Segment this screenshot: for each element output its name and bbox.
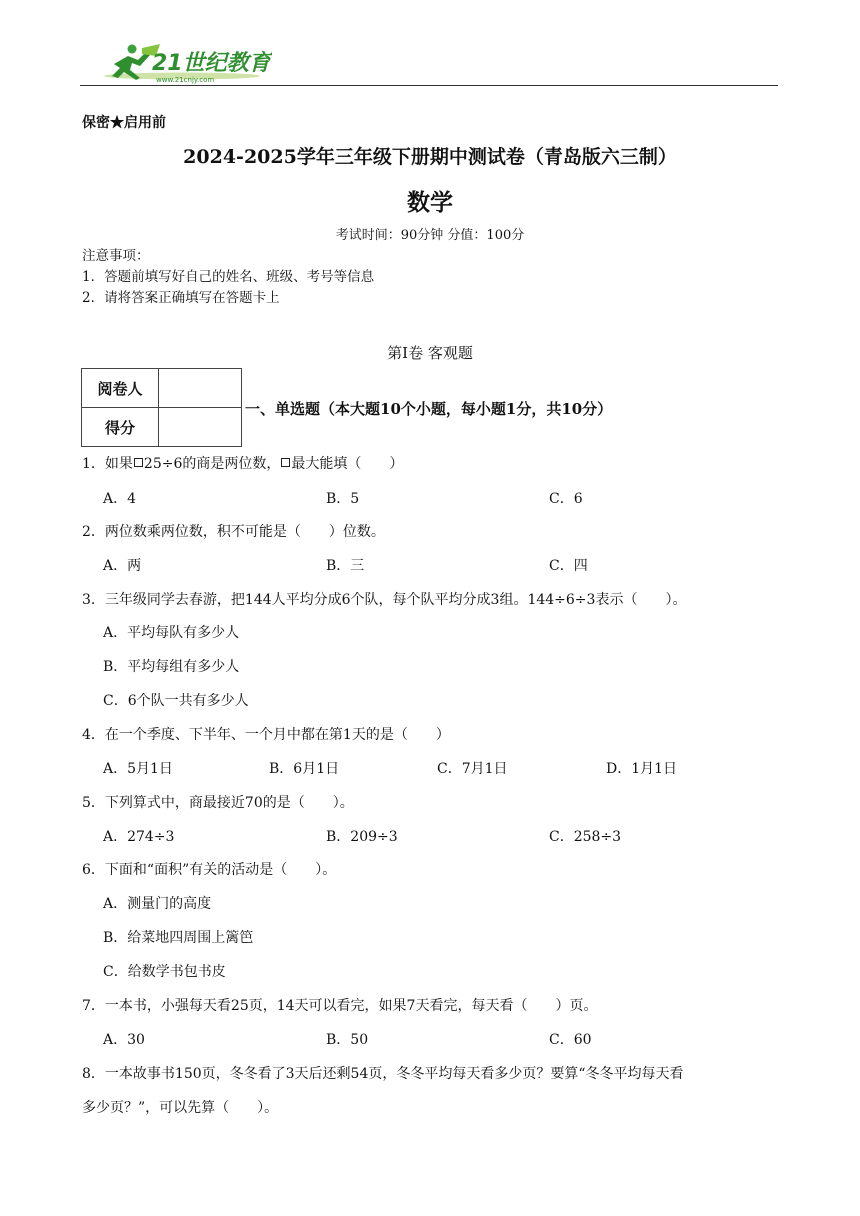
- blank-box-icon: [134, 458, 143, 467]
- volume-label: 第Ⅰ卷 客观题: [387, 344, 473, 362]
- exam-info: 考试时间：90分钟 分值：100分: [335, 228, 525, 243]
- question-6: 6．下面和“面积”有关的活动是（ ）。: [82, 862, 337, 878]
- exam-subject: 数学: [407, 189, 453, 216]
- option[interactable]: A．30: [103, 1032, 145, 1048]
- logo-text: 21世纪教育: [152, 51, 271, 76]
- header-divider: [80, 85, 778, 86]
- option[interactable]: B．给菜地四周围上篱笆: [103, 930, 254, 946]
- option[interactable]: B．5: [326, 491, 360, 507]
- blank-box-icon: [281, 458, 290, 467]
- option[interactable]: C．60: [549, 1032, 592, 1048]
- option[interactable]: B．6月1日: [269, 761, 340, 777]
- option[interactable]: A．274÷3: [103, 829, 175, 845]
- exam-title: 2024-2025学年三年级下册期中测试卷（青岛版六三制）: [183, 146, 677, 168]
- question-text: 25÷6的商是两位数，: [143, 456, 281, 472]
- option[interactable]: C．6: [549, 491, 583, 507]
- option[interactable]: C．给数学书包书皮: [103, 964, 226, 980]
- option[interactable]: B．209÷3: [326, 829, 398, 845]
- option[interactable]: B．50: [326, 1032, 369, 1048]
- question-text: 1．如果: [82, 456, 133, 472]
- question-8-continued: 多少页？”，可以先算（ ）。: [82, 1100, 279, 1116]
- question-text: 最大能填（ ）: [291, 456, 404, 472]
- option[interactable]: B．平均每组有多少人: [103, 659, 240, 675]
- option[interactable]: A．测量门的高度: [103, 896, 212, 912]
- option[interactable]: A．4: [103, 491, 137, 507]
- note-item: 2．请将答案正确填写在答题卡上: [82, 290, 280, 306]
- option[interactable]: C．258÷3: [549, 829, 622, 845]
- section-title: 一、单选题（本大题10个小题，每小题1分，共10分）: [245, 400, 613, 418]
- reviewer-cell[interactable]: [159, 369, 242, 408]
- question-4: 4．在一个季度、下半年、一个月中都在第1天的是（ ）: [82, 727, 450, 743]
- option[interactable]: C．7月1日: [437, 761, 508, 777]
- question-2: 2．两位数乘两位数，积不可能是（ ）位数。: [82, 524, 385, 540]
- score-cell[interactable]: [159, 408, 242, 447]
- secret-mark: 保密★启用前: [82, 115, 166, 131]
- option[interactable]: A．5月1日: [103, 761, 173, 777]
- question-8: 8．一本故事书150页，冬冬看了3天后还剩54页，冬冬平均每天看多少页？要算“冬冬平均每天看: [82, 1066, 684, 1082]
- logo-graphic: [102, 42, 272, 86]
- option[interactable]: D．1月1日: [606, 761, 678, 777]
- question-7: 7．一本书，小强每天看25页，14天可以看完，如果7天看完，每天看（ ）页。: [82, 998, 598, 1014]
- notes-heading: 注意事项：: [82, 248, 150, 264]
- option[interactable]: B．三: [326, 558, 365, 574]
- reviewer-label: 阅卷人: [82, 369, 159, 408]
- score-label: 得分: [82, 408, 159, 447]
- logo-url: www.21cnjy.com: [156, 76, 215, 84]
- logo: [102, 42, 272, 86]
- question-3: 3．三年级同学去春游，把144人平均分成6个队，每个队平均分成3组。144÷6÷3表示（ ）。: [82, 592, 687, 608]
- question-1: [82, 453, 403, 473]
- option[interactable]: A．平均每队有多少人: [103, 625, 240, 641]
- question-5: 5．下列算式中，商最接近70的是（ ）。: [82, 795, 354, 811]
- score-table: [81, 368, 242, 447]
- note-item: 1．答题前填写好自己的姓名、班级、考号等信息: [82, 269, 375, 285]
- option[interactable]: C．6个队一共有多少人: [103, 693, 249, 709]
- notes: [82, 246, 374, 309]
- option[interactable]: A．两: [103, 558, 142, 574]
- option[interactable]: C．四: [549, 558, 588, 574]
